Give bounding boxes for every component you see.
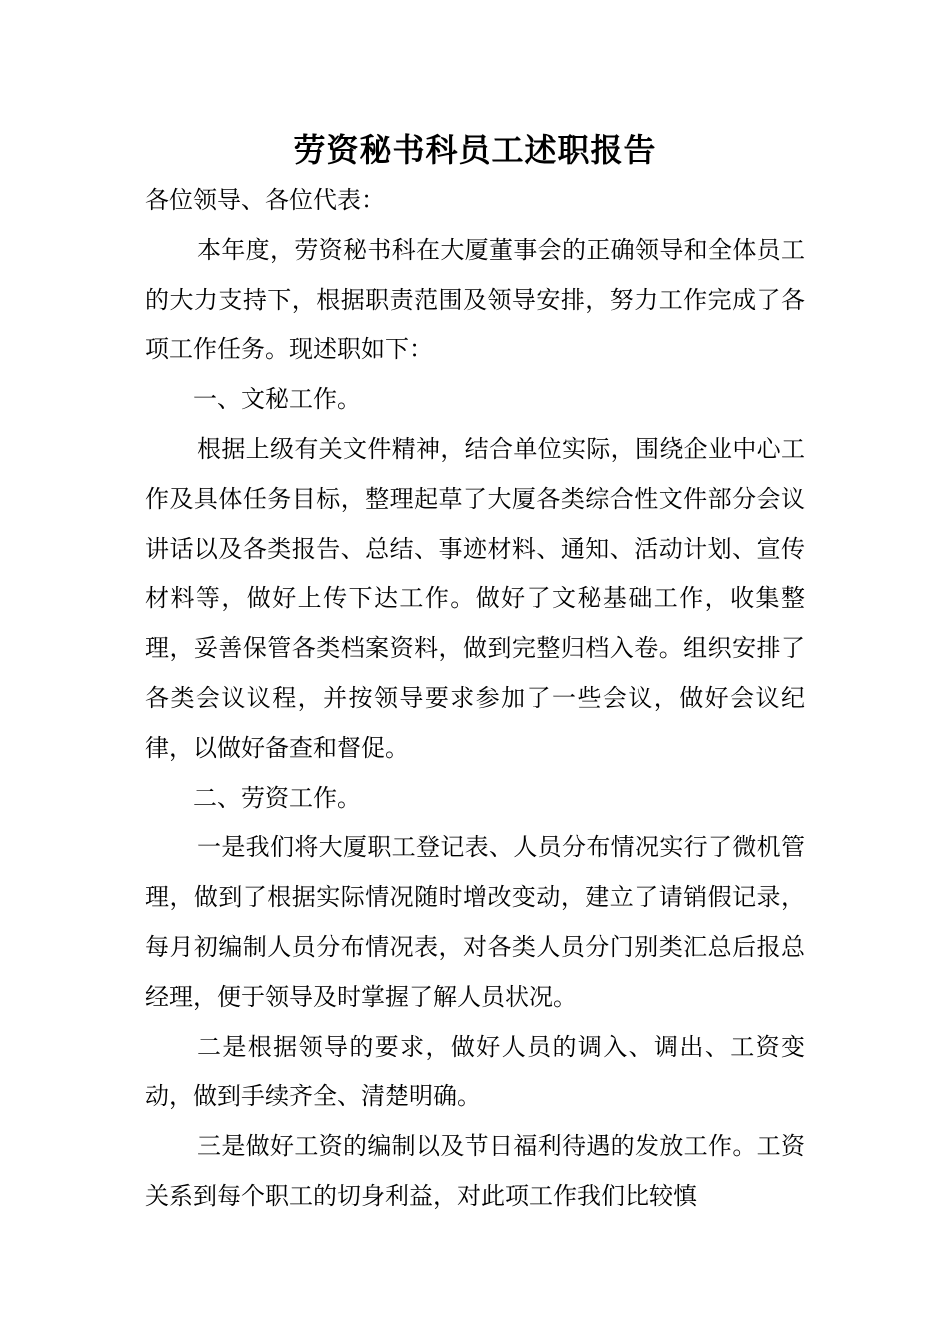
paragraph-clerical-work: 根据上级有关文件精神，结合单位实际，围绕企业中心工作及具体任务目标，整理起草了大厦各类综合性文件部分会议讲话以及各类报告、总结、事迹材料、通知、活动计划、宣传材料等，做好上传下达工作。做好了文秘基础工作，收集整理，妥善保管各类档案资料，做到完整归档入卷。组织安排了各类会议议程，并按领导要求参加了一些会议，做好会议纪律，以做好备查和督促。 — [145, 434, 805, 762]
paragraph-labor-item-1: 一是我们将大厦职工登记表、人员分布情况实行了微机管理，做到了根据实际情况随时增改变动，建立了请销假记录，每月初编制人员分布情况表，对各类人员分门别类汇总后报总经理，便于领导及时掌握了解人员状况。 — [145, 833, 805, 1011]
section-heading-labor: 二、劳资工作。 — [193, 783, 361, 812]
paragraph-labor-item-3: 三是做好工资的编制以及节日福利待遇的发放工作。工资关系到每个职工的切身利益，对此项工作我们比较慎 — [145, 1132, 805, 1210]
greeting: 各位领导、各位代表： — [145, 186, 385, 214]
document-body — [145, 176, 805, 1222]
document-title: 劳资秘书科员工述职报告 — [293, 131, 657, 169]
paragraph-intro: 本年度，劳资秘书科在大厦董事会的正确领导和全体员工的大力支持下，根据职责范围及领导安排，努力工作完成了各项工作任务。现述职如下： — [145, 235, 805, 364]
paragraph-labor-item-2: 二是根据领导的要求，做好人员的调入、调出、工资变动，做到手续齐全、清楚明确。 — [145, 1032, 805, 1111]
section-heading-clerical: 一、文秘工作。 — [193, 385, 361, 414]
